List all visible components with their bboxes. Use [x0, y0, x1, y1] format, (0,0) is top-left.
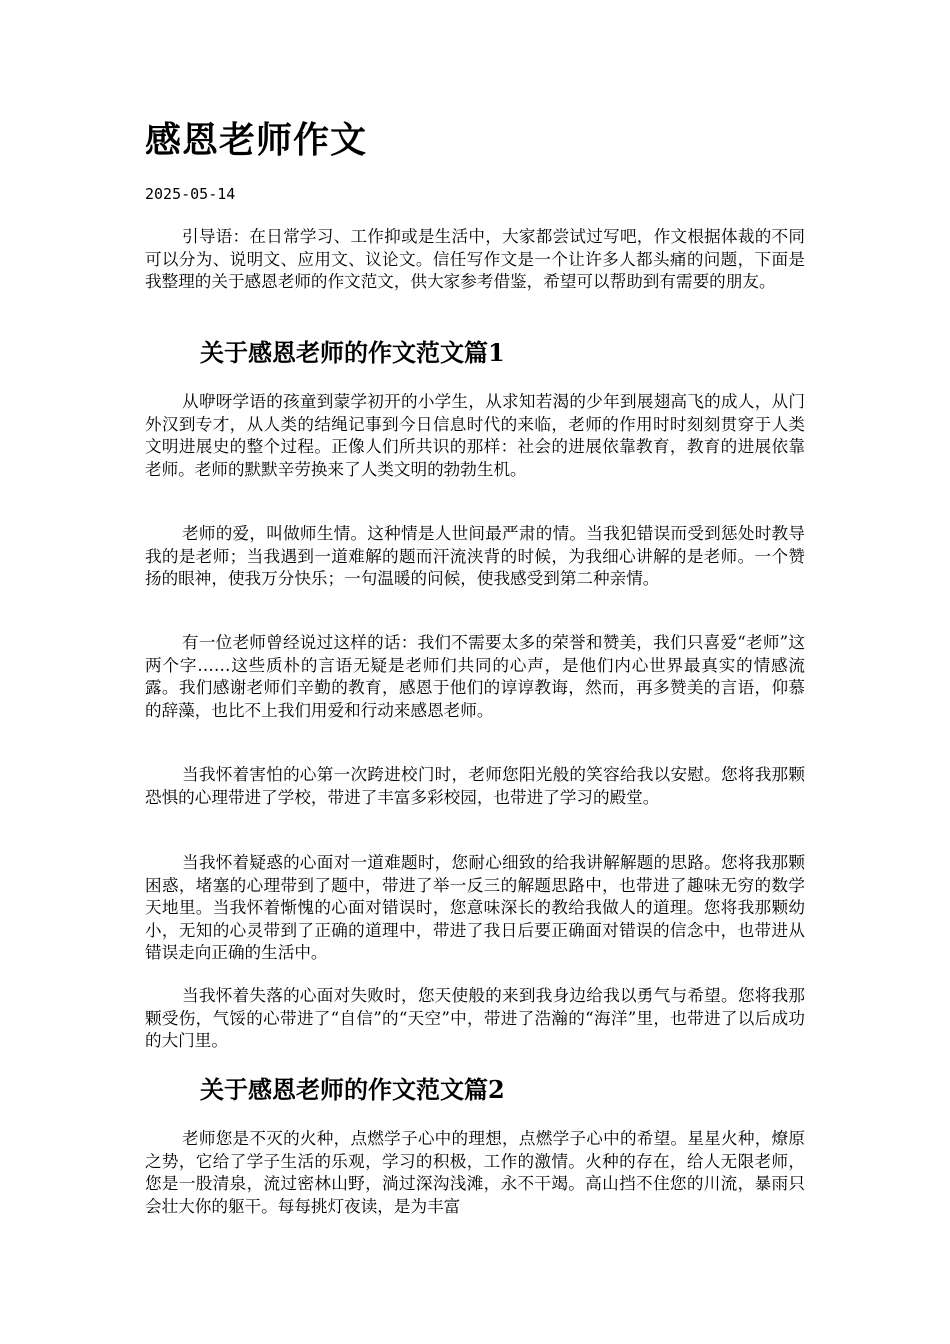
document-date: 2025-05-14	[145, 185, 236, 203]
section-1-paragraph-5: 当我怀着疑惑的心面对一道难题时，您耐心细致的给我讲解解题的思路。您将我那颗困惑，堵塞的心理带到了题中，带进了举一反三的解题思路中，也带进了趣味无穷的数学天地里。当我怀着惭愧的心面对错误时，您意味深长的教给我做人的道理。您将我那颗幼小，无知的心灵带到了正确的道理中，带进了我日后要正确面对错误的信念中，也带进从错误走向正确的生活中。	[145, 853, 805, 962]
section-2-paragraph-1: 老师您是不灭的火种，点燃学子心中的理想，点燃学子心中的希望。星星火种，燎原之势，它给了学子生活的乐观，学习的积极，工作的激情。火种的存在，给人无限老师，您是一股清泉，流过密林山野，淌过深沟浅滩，永不干竭。高山挡不住您的川流，暴雨只会壮大你的躯干。每每挑灯夜读，是为丰富	[145, 1129, 805, 1216]
section-heading-2: 关于感恩老师的作文范文篇2	[200, 1075, 505, 1104]
document-title: 感恩老师作文	[145, 119, 368, 161]
section-1-paragraph-3: 有一位老师曾经说过这样的话：我们不需要太多的荣誉和赞美，我们只喜爱“老师”这两个字……这些质朴的言语无疑是老师们共同的心声，是他们内心世界最真实的情感流露。我们感谢老师们辛勤的教育，感恩于他们的谆谆教诲，然而，再多赞美的言语，仰慕的辞藻，也比不上我们用爱和行动来感恩老师。	[145, 633, 805, 720]
section-1-paragraph-4: 当我怀着害怕的心第一次跨进校门时，老师您阳光般的笑容给我以安慰。您将我那颗恐惧的心理带进了学校，带进了丰富多彩校园，也带进了学习的殿堂。	[145, 765, 805, 807]
intro-paragraph: 引导语：在日常学习、工作抑或是生活中，大家都尝试过写吧，作文根据体裁的不同可以分为、说明文、应用文、议论文。信任写作文是一个让许多人都头痛的问题，下面是我整理的关于感恩老师的作文范文，供大家参考借鉴，希望可以帮助到有需要的朋友。	[145, 227, 805, 291]
section-1-paragraph-2: 老师的爱，叫做师生情。这种情是人世间最严肃的情。当我犯错误而受到惩处时教导我的是老师；当我遇到一道难解的题而汗流浃背的时候，为我细心讲解的是老师。一个赞扬的眼神，使我万分快乐；一句温暖的问候，使我感受到第二种亲情。	[145, 524, 805, 588]
section-heading-1: 关于感恩老师的作文范文篇1	[200, 338, 505, 367]
section-1-paragraph-6: 当我怀着失落的心面对失败时，您天使般的来到我身边给我以勇气与希望。您将我那颗受伤，气馁的心带进了“自信”的“天空”中，带进了浩瀚的“海洋”里，也带进了以后成功的大门里。	[145, 986, 805, 1050]
section-1-paragraph-1: 从咿呀学语的孩童到蒙学初开的小学生，从求知若渴的少年到展翅高飞的成人，从门外汉到专才，从人类的结绳记事到今日信息时代的来临，老师的作用时时刻刻贯穿于人类文明进展史的整个过程。正像人们所共识的那样：社会的进展依靠教育，教育的进展依靠老师。老师的默默辛劳换来了人类文明的勃勃生机。	[145, 392, 805, 479]
